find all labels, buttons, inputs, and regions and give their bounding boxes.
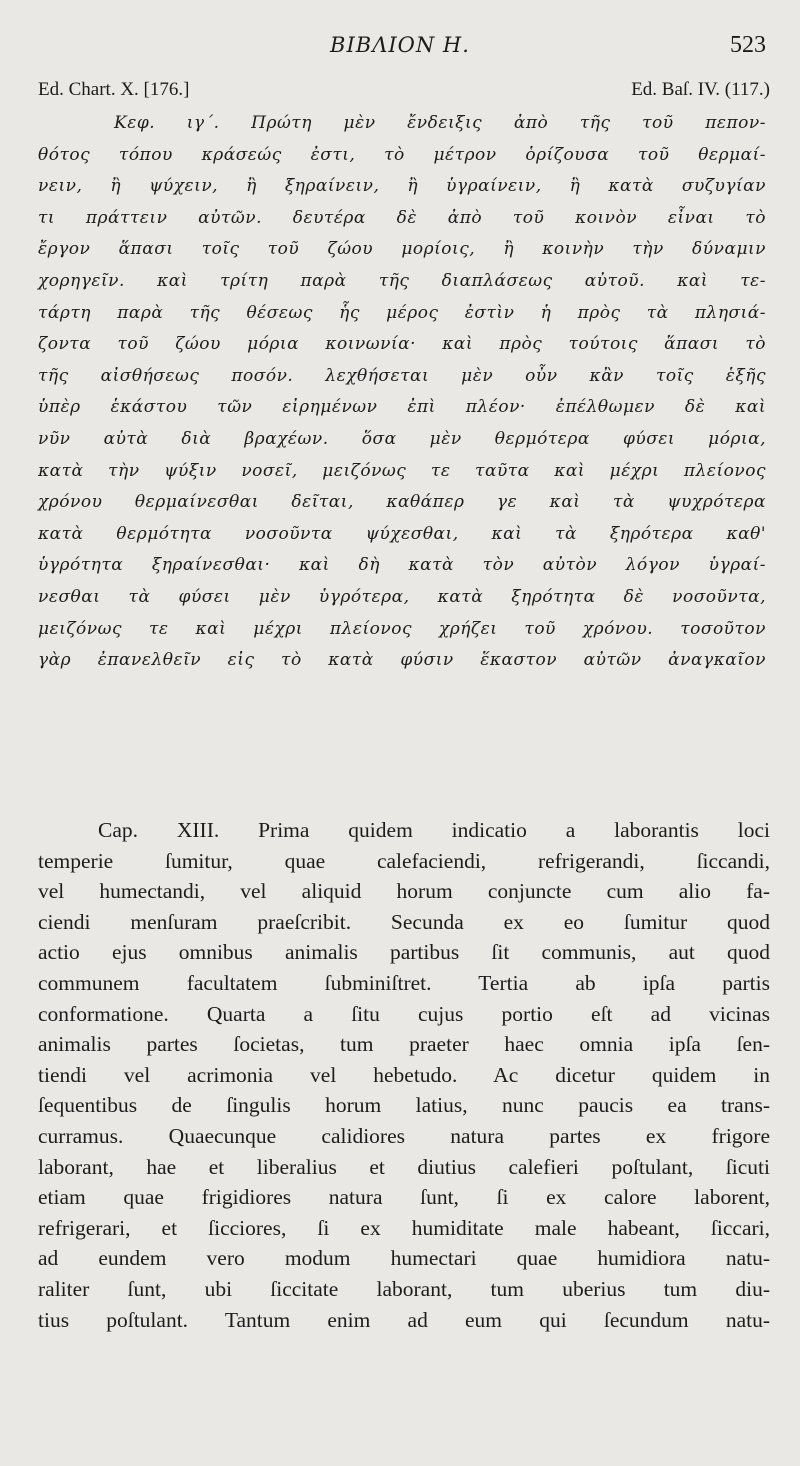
latin-line: temperie ſumitur, quae calefaciendi, refrigerandi, ſiccandi, (38, 848, 770, 873)
latin-line: laborant, hae et liberalius et diutius calefieri poſtulant, ſicuti (38, 1154, 770, 1179)
greek-line: ὑγρότητα ξηραίνεσθαι· καὶ δὴ κατὰ τὸν αὐτὸν λόγον ὑγραί- (38, 555, 766, 576)
greek-line: ὑπὲρ ἑκάστου τῶν εἰρημένων ἐπὶ πλέον· ἐπέλθωμεν δὲ καὶ (38, 397, 766, 418)
greek-line: νεσθαι τὰ φύσει μὲν ὑγρότερα, κατὰ ξηρότητα δὲ νοσοῦντα, (38, 586, 766, 607)
greek-line: Κεφ. ιγ΄. Πρώτη μὲν ἔνδειξις ἀπὸ τῆς τοῦ πεπον- (114, 113, 766, 133)
latin-line: ad eundem vero modum humectari quae humidiora natu- (38, 1246, 770, 1271)
greek-line: τῆς αἰσθήσεως ποσόν. λεχθήσεται μὲν οὖν κἂν τοῖς ἑξῆς (38, 365, 766, 386)
edition-reference-right: Ed. Baſ. IV. (117.) (631, 79, 770, 100)
greek-line: χρόνου θερμαίνεσθαι δεῖται, καθάπερ γε καὶ τὰ ψυχρότερα (38, 492, 766, 513)
latin-line: animalis partes ſocietas, tum praeter haec omnia ipſa ſen- (38, 1032, 770, 1057)
latin-line: tius poſtulant. Tantum enim ad eum qui ſecundum natu- (38, 1307, 770, 1332)
latin-text-block (38, 815, 770, 1335)
greek-line: τι πράττειν αὐτῶν. δευτέρα δὲ ἀπὸ τοῦ κοινὸν εἶναι τὸ (38, 207, 766, 228)
latin-line: curramus. Quaecunque calidiores natura partes ex frigore (38, 1123, 770, 1148)
latin-line: actio ejus omnibus animalis partibus ſit communis, aut quod (38, 940, 770, 965)
greek-line: τάρτη παρὰ τῆς θέσεως ἧς μέρος ἐστὶν ἡ πρὸς τὰ πλησιά- (38, 302, 766, 323)
greek-line: χορηγεῖν. καὶ τρίτη παρὰ τῆς διαπλάσεως αὐτοῦ. καὶ τε- (38, 270, 766, 291)
greek-line: ζοντα τοῦ ζώου μόρια κοινωνία· καὶ πρὸς τούτοις ἅπασι τὸ (38, 334, 766, 355)
greek-line: ἔργον ἅπασι τοῖς τοῦ ζώου μορίοις, ἢ κοινὴν τὴν δύναμιν (38, 239, 766, 260)
latin-line: raliter ſunt, ubi ſiccitate laborant, tum uberius tum diu- (38, 1276, 770, 1301)
latin-line: etiam quae frigidiores natura ſunt, ſi ex calore laborent, (38, 1185, 770, 1210)
greek-line: θότος τόπου κράσεώς ἐστι, τὸ μέτρον ὁρίζουσα τοῦ θερμαί- (38, 144, 766, 165)
greek-line: γὰρ ἐπανελθεῖν εἰς τὸ κατὰ φύσιν ἕκαστον αὐτῶν ἀναγκαῖον (38, 650, 766, 671)
greek-line: νῦν αὐτὰ διὰ βραχέων. ὅσα μὲν θερμότερα φύσει μόρια, (38, 428, 766, 449)
greek-line: κατὰ τὴν ψύξιν νοσεῖ, μειζόνως τε ταῦτα καὶ μέχρι πλείονος (38, 460, 766, 481)
latin-line: ſequentibus de ſingulis horum latius, nunc paucis ea trans- (38, 1093, 770, 1118)
latin-line: conformatione. Quarta a ſitu cujus portio eſt ad vicinas (38, 1001, 770, 1026)
edition-reference-left: Ed. Chart. X. [176.] (38, 79, 190, 100)
running-title: ΒΙΒΛΙΟΝ Η. (330, 33, 470, 57)
latin-line: tiendi vel acrimonia vel hebetudo. Ac dicetur quidem in (38, 1062, 770, 1087)
latin-line: Cap. XIII. Prima quidem indicatio a laborantis loci (98, 818, 770, 842)
latin-line: ciendi menſuram praeſcribit. Secunda ex eo ſumitur quod (38, 909, 770, 934)
latin-line: vel humectandi, vel aliquid horum conjuncte cum alio fa- (38, 879, 770, 904)
latin-line: refrigerari, et ſicciores, ſi ex humiditate male habeant, ſiccari, (38, 1215, 770, 1240)
greek-text-block (38, 108, 766, 677)
latin-line: communem facultatem ſubminiſtret. Tertia ab ipſa partis (38, 970, 770, 995)
greek-line: νειν, ἢ ψύχειν, ἢ ξηραίνειν, ἢ ὑγραίνειν, ἢ κατὰ συζυγίαν (38, 176, 766, 197)
greek-line: μειζόνως τε καὶ μέχρι πλείονος χρήζει τοῦ χρόνου. τοσοῦτον (38, 618, 766, 639)
page-number: 523 (730, 32, 766, 58)
greek-line: κατὰ θερμότητα νοσοῦντα ψύχεσθαι, καὶ τὰ ξηρότερα καθ' (38, 523, 766, 544)
